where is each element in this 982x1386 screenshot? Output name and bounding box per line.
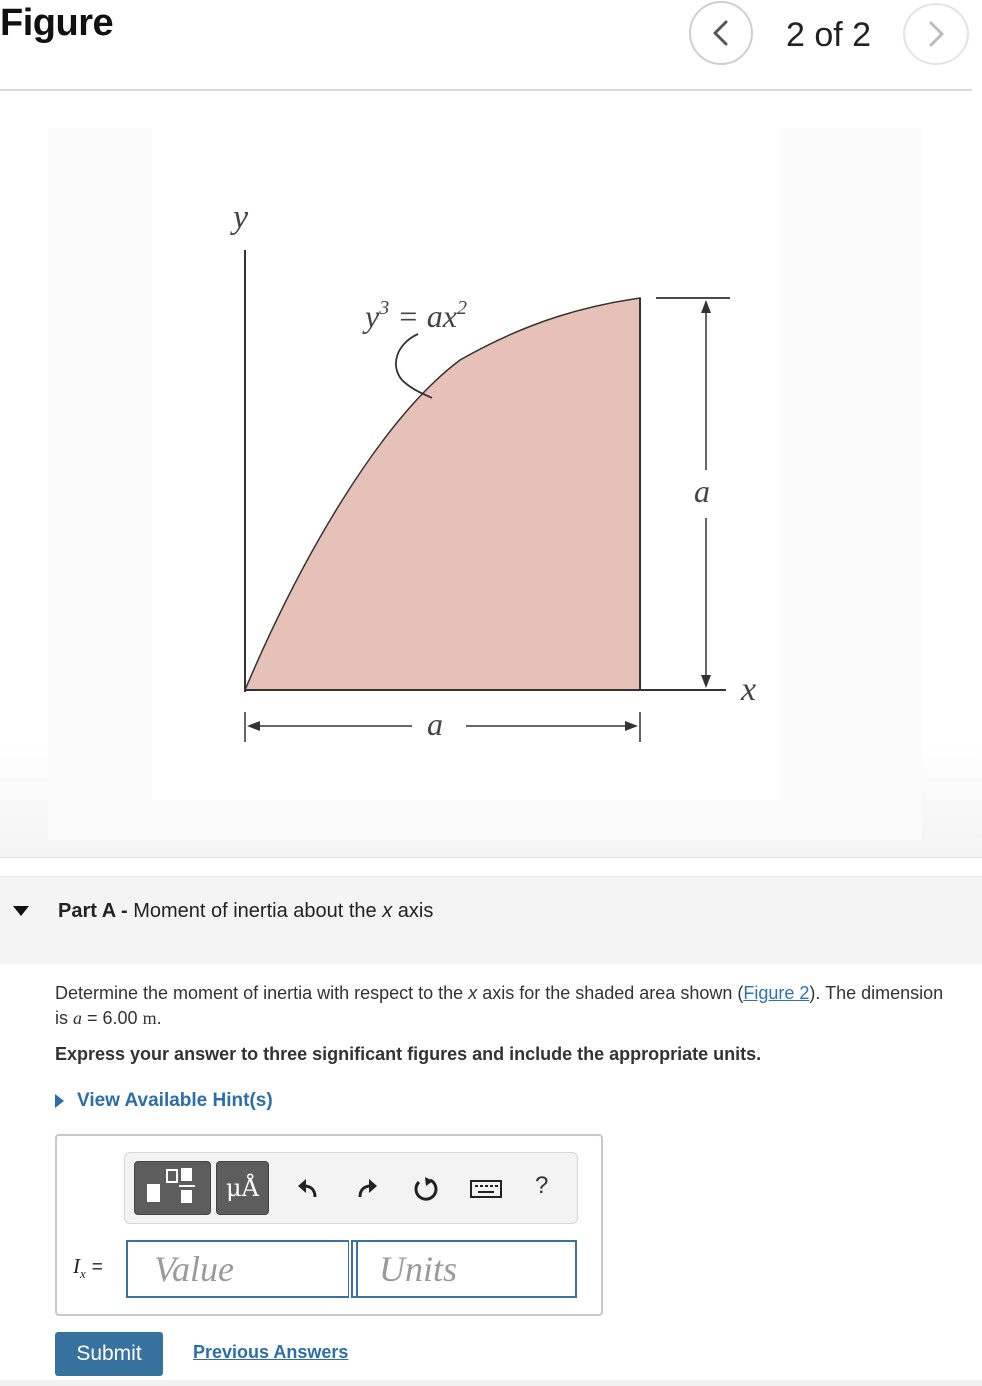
problem-var-x: x xyxy=(468,983,478,1003)
value-input[interactable]: Value xyxy=(126,1240,349,1298)
height-arrow-bottom xyxy=(701,675,711,688)
part-title xyxy=(58,900,433,923)
problem-dim-end: . xyxy=(156,1008,162,1028)
view-hints-label: View Available Hint(s) xyxy=(77,1090,273,1111)
part-label: Part A - xyxy=(58,900,128,922)
y-axis-label: y xyxy=(233,199,249,236)
reset-icon[interactable] xyxy=(411,1174,441,1204)
answer-var: I xyxy=(73,1254,80,1278)
previous-answers-link[interactable]: Previous Answers xyxy=(193,1342,349,1362)
templates-button[interactable] xyxy=(134,1161,211,1215)
units-input[interactable]: Units xyxy=(351,1240,577,1298)
units-symbol-button[interactable]: μÅ xyxy=(216,1161,269,1215)
help-button[interactable]: ? xyxy=(535,1172,549,1199)
height-arrow-top xyxy=(701,300,711,313)
submit-button[interactable]: Submit xyxy=(55,1332,163,1376)
answer-equals: = xyxy=(91,1257,103,1278)
problem-var-a: a xyxy=(73,1008,82,1028)
x-axis-label: x xyxy=(741,671,757,708)
redo-icon[interactable] xyxy=(352,1174,382,1204)
section-divider xyxy=(0,857,982,858)
view-hints-link[interactable] xyxy=(55,1090,273,1112)
answer-instruction: Express your answer to three significant figures and include the appropriate units. xyxy=(55,1044,762,1064)
answer-var-sub: x xyxy=(80,1266,86,1282)
figure-title: Figure xyxy=(0,2,114,44)
height-dimension-label: a xyxy=(694,473,710,509)
figure-link[interactable]: Figure 2 xyxy=(743,983,810,1003)
problem-dim-eq: = 6.00 xyxy=(82,1008,143,1028)
problem-text-1: Determine the moment of inertia with respect to the xyxy=(55,983,469,1003)
width-arrow-right xyxy=(625,721,638,731)
bottom-edge xyxy=(0,1380,982,1386)
keyboard-icon[interactable] xyxy=(469,1174,503,1204)
problem-dim-unit: m xyxy=(142,1008,157,1028)
shaded-area xyxy=(245,298,640,690)
curve-equation-label: $y^3 = ax^2$ xyxy=(365,297,467,334)
part-title-pre: Moment of inertia about the xyxy=(133,900,383,922)
problem-statement xyxy=(55,981,960,1031)
width-dimension-label: a xyxy=(427,706,443,742)
collapse-triangle-icon[interactable] xyxy=(13,906,29,916)
width-arrow-left xyxy=(247,721,260,731)
undo-icon[interactable] xyxy=(293,1174,323,1204)
caret-right-icon xyxy=(55,1094,64,1108)
problem-text-3: ). The dimension is xyxy=(55,983,944,1028)
part-title-var: x xyxy=(382,900,393,922)
page-indicator: 2 of 2 xyxy=(786,16,872,54)
problem-text-2: axis for the shaded area shown ( xyxy=(477,983,744,1003)
templates-icon xyxy=(135,1162,210,1214)
answer-variable-label xyxy=(73,1254,103,1282)
part-title-post: axis xyxy=(392,900,434,922)
